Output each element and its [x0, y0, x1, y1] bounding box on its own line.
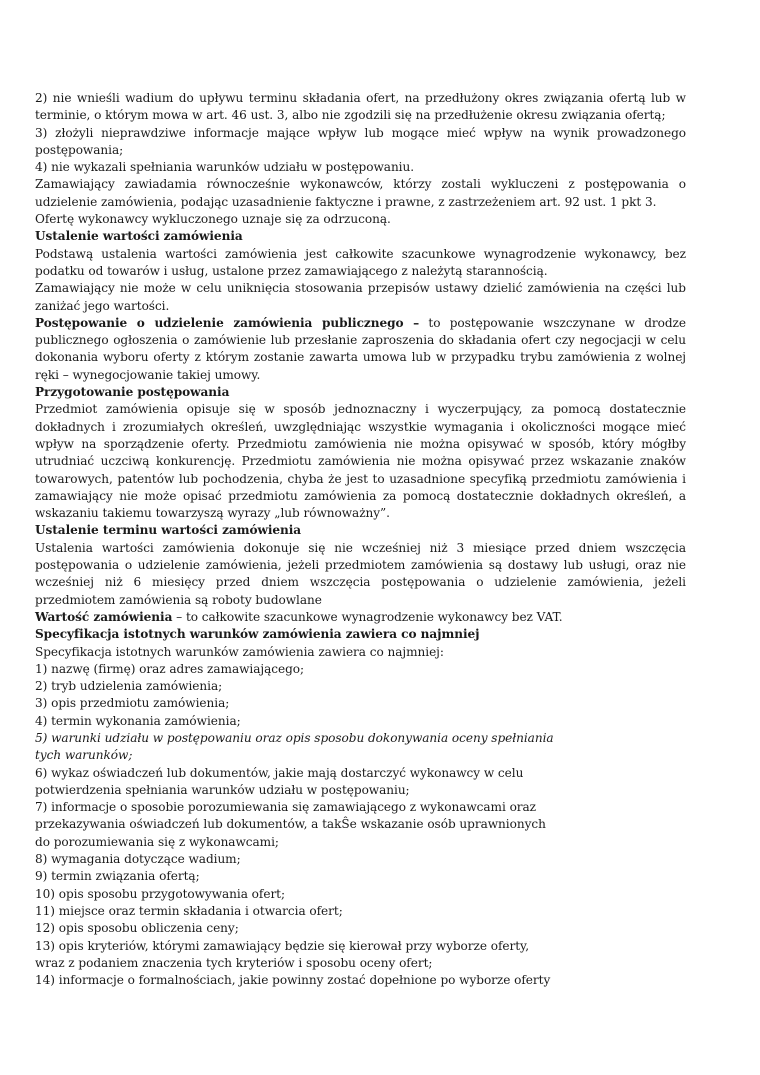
- list-item-continuation: wraz z podaniem znaczenia tych kryteriów i sposobu oceny ofert;: [35, 955, 433, 970]
- term-definition: to postępowanie wszczynane w drodze publicznego ogłoszenia o zamówienie lub przesłanie zaproszenia do składania ofert czy negocjacji w celu dokonania wyboru oferty z którym zostanie zawarta umowa lub w przypadku trybu zamówienia z wolnej ręki – wynegocjowanie takiej umowy.: [35, 315, 686, 382]
- term-bold: Wartość zamówienia: [35, 609, 173, 624]
- list-item-continuation: przekazywania oświadczeń lub dokumentów, a takŜe wskazanie osób uprawnionych: [35, 817, 546, 832]
- list-item: 7) informacje o sposobie porozumiewania się zamawiającego z wykonawcami oraz: [35, 800, 537, 815]
- list-item-continuation: do porozumiewania się z wykonawcami;: [35, 834, 279, 849]
- list-item: 1) nazwę (firmę) oraz adres zamawiającego;: [35, 661, 305, 676]
- paragraph: Przedmiot zamówienia opisuje się w sposób jednoznaczny i wyczerpujący, za pomocą dostatecznie dokładnych i zrozumiałych określeń, uwzględniając wszystkie wymagania i okoliczności mogące mieć wpływ na sporządzenie oferty. Przedmiotu zamówienia nie można opisywać w sposób, który mógłby utrudniać uczciwą konkurencję. Przedmiotu zamówienia nie można opisywać przez wskazanie znaków towarowych, patentów lub pochodzenia, chyba że jest to uzasadnione specyfiką przedmiotu zamówienia i zamawiający nie może opisać przedmiotu zamówienia za pomocą dostatecznie dokładnych określeń, a wskazaniu takiemu towarzyszą wyrazy „lub równoważny”.: [35, 402, 686, 521]
- list-item: 4) termin wykonania zamówienia;: [35, 713, 241, 728]
- list-item: 10) opis sposobu przygotowywania ofert;: [35, 886, 286, 901]
- list-intro: Specyfikacja istotnych warunków zamówienia zawiera co najmniej:: [35, 644, 444, 659]
- paragraph: Zamawiający nie może w celu uniknięcia stosowania przepisów ustawy dzielić zamówienia na części lub zaniżać jego wartości.: [35, 281, 686, 313]
- section-heading: Specyfikacja istotnych warunków zamówienia zawiera co najmniej: [35, 627, 480, 642]
- paragraph: Podstawą ustalenia wartości zamówienia jest całkowite szacunkowe wynagrodzenie wykonawcy, bez podatku od towarów i usług, ustalone przez zamawiającego z należytą starannością.: [35, 246, 686, 278]
- paragraph: [35, 315, 686, 384]
- section-heading: Ustalenie wartości zamówienia: [35, 229, 243, 244]
- list-item-continuation: potwierdzenia spełniania warunków udziału w postępowaniu;: [35, 782, 410, 797]
- section-heading: Przygotowanie postępowania: [35, 385, 230, 400]
- list-item: 12) opis sposobu obliczenia ceny;: [35, 921, 239, 936]
- section-heading: Ustalenie terminu wartości zamówienia: [35, 523, 302, 538]
- list-item: 13) opis kryteriów, którymi zamawiający będzie się kierował przy wyborze oferty,: [35, 938, 530, 953]
- paragraph: 3) złożyli nieprawdziwe informacje mające wpływ lub mogące mieć wpływ na wynik prowadzonego postępowania;: [35, 125, 686, 157]
- list-item: 3) opis przedmiotu zamówienia;: [35, 696, 230, 711]
- paragraph: Ofertę wykonawcy wykluczonego uznaje się za odrzuconą.: [35, 212, 391, 227]
- paragraph: Zamawiający zawiadamia równocześnie wykonawców, którzy zostali wykluczeni z postępowania o udzielenie zamówienia, podając uzasadnienie faktyczne i prawne, z zastrzeżeniem art. 92 ust. 1 pkt 3.: [35, 177, 686, 209]
- list-item: 11) miejsce oraz termin składania i otwarcia ofert;: [35, 903, 343, 918]
- list-item: 9) termin związania ofertą;: [35, 869, 200, 884]
- list-item: 5) warunki udziału w postępowaniu oraz opis sposobu dokonywania oceny spełniania: [35, 730, 554, 745]
- list-item: 6) wykaz oświadczeń lub dokumentów, jakie mają dostarczyć wykonawcy w celu: [35, 765, 524, 780]
- specification-list: [35, 644, 595, 990]
- list-item: 14) informacje o formalnościach, jakie powinny zostać dopełnione po wyborze oferty: [35, 973, 551, 988]
- document-page: [35, 90, 686, 989]
- paragraph: Ustalenia wartości zamówienia dokonuje się nie wcześniej niż 3 miesiące przed dniem wszczęcia postępowania o udzielenie zamówienia, jeżeli przedmiotem zamówienia są dostawy lub usługi, oraz nie wcześniej niż 6 miesięcy przed dniem wszczęcia postępowania o udzielenie zamówienia, jeżeli przedmiotem zamówienia są roboty budowlane: [35, 540, 686, 607]
- term-bold: Postępowanie o udzielenie zamówienia publicznego –: [35, 315, 420, 330]
- term-definition: – to całkowite szacunkowe wynagrodzenie wykonawcy bez VAT.: [172, 609, 563, 624]
- list-item-continuation: tych warunków;: [35, 748, 133, 763]
- paragraph: 4) nie wykazali spełniania warunków udziału w postępowaniu.: [35, 160, 415, 175]
- list-item: 2) tryb udzielenia zamówienia;: [35, 679, 223, 694]
- paragraph: [35, 609, 686, 626]
- list-item: 8) wymagania dotyczące wadium;: [35, 852, 241, 867]
- paragraph: 2) nie wnieśli wadium do upływu terminu składania ofert, na przedłużony okres związania ofertą lub w terminie, o którym mowa w art. 46 ust. 3, albo nie zgodzili się na przedłużenie okresu związania ofertą;: [35, 91, 686, 123]
